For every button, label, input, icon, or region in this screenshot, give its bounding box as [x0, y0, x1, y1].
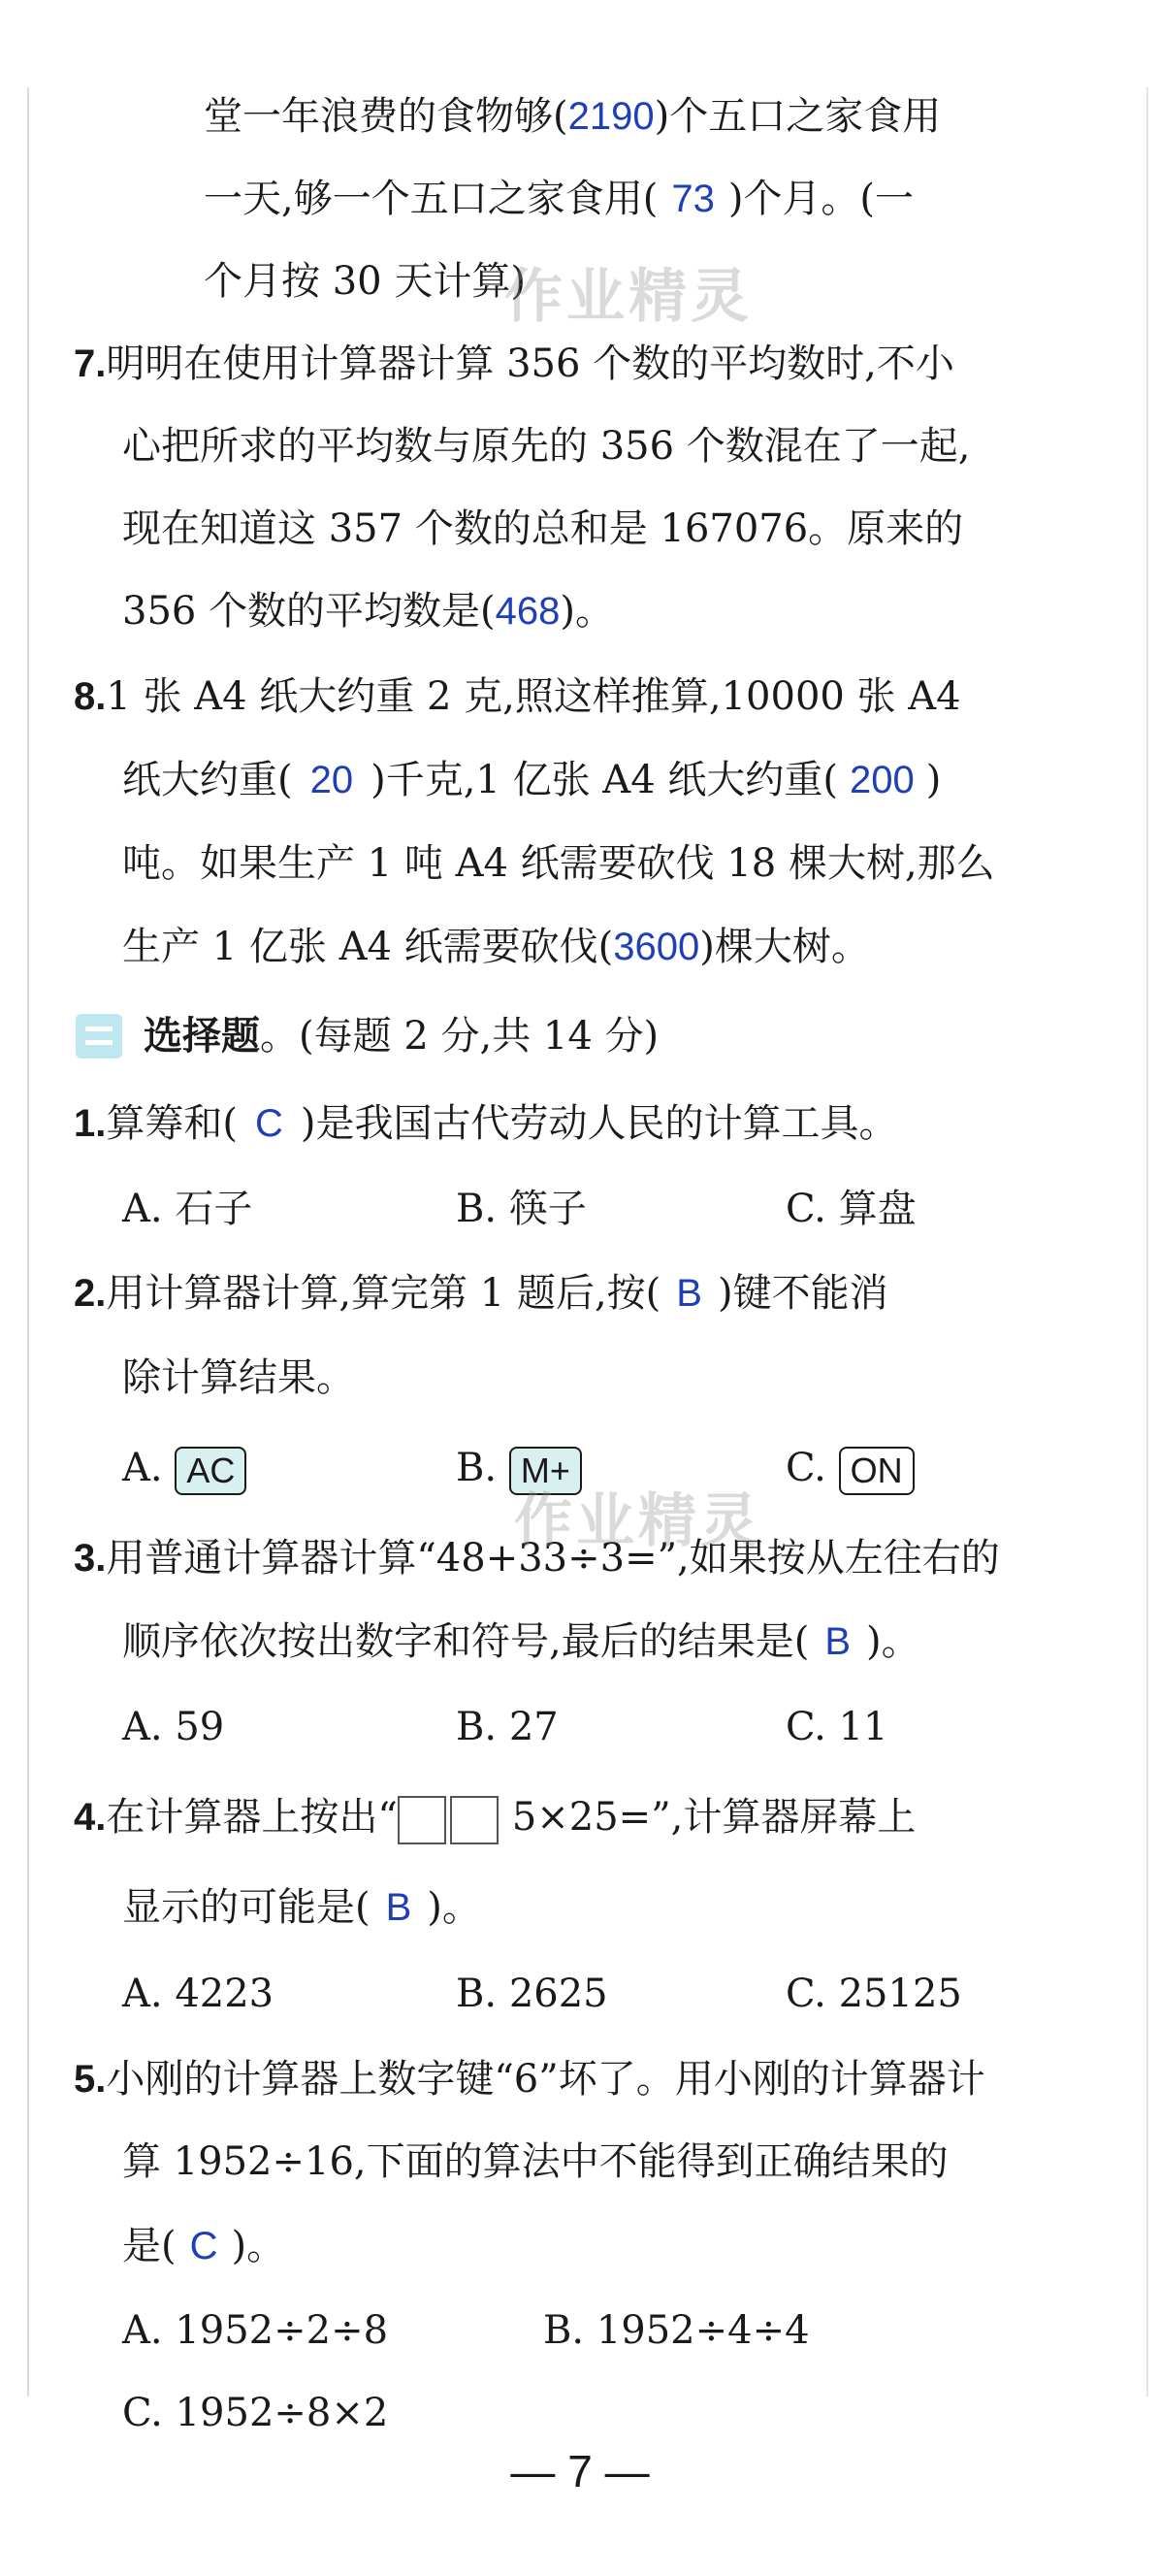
c4-option-c: C. 25125 [786, 1972, 962, 2016]
question-number: 5. [74, 2058, 107, 2101]
question-number: 7. [74, 342, 107, 385]
c3-option-b: B. 27 [456, 1705, 559, 1749]
c4-option-a: A. 4223 [122, 1972, 274, 2016]
q6-line-3 [204, 254, 526, 309]
c3-line-2 [122, 1614, 920, 1669]
blank-key-box [450, 1796, 499, 1844]
c2-line-1 [74, 1266, 888, 1321]
c2-option-a [122, 1441, 246, 1495]
c2-text: 用计算器计算,算完第 1 题后,按( [106, 1271, 661, 1316]
c4-text: 5×25=”,计算器屏幕上 [511, 1795, 917, 1840]
answer-value: B [385, 1886, 412, 1929]
c5-option-a: A. 1952÷2÷8 [122, 2308, 389, 2353]
section-header [144, 1009, 659, 1063]
c5-line-3 [122, 2219, 285, 2273]
section-title: 选择题 [144, 1014, 260, 1059]
q7-line-1 [74, 337, 954, 391]
q8-text: 吨。如果生产 1 吨 A4 纸需要砍伐 18 棵大树,那么 [122, 841, 995, 886]
q8-line-1 [74, 669, 961, 724]
q7-line-4 [122, 584, 614, 638]
q6-text: )个月。(一 [727, 177, 915, 221]
c1-option-c: C. 算盘 [786, 1187, 917, 1231]
answer-value: C [254, 1102, 283, 1145]
c2-text: )键不能消 [717, 1271, 888, 1316]
question-number: 8. [74, 675, 107, 718]
q6-text: 个月按 30 天计算) [204, 259, 526, 304]
section-note: 。(每题 2 分,共 14 分) [260, 1014, 660, 1059]
c5-line-1 [74, 2052, 985, 2106]
c4-option-b: B. 2625 [456, 1972, 608, 2016]
q8-line-2 [122, 753, 941, 807]
section-two-icon [76, 1014, 122, 1059]
c4-text: )。 [427, 1885, 481, 1930]
q6-line-1 [204, 89, 941, 144]
q7-text: 心把所求的平均数与原先的 356 个数混在了一起, [122, 424, 971, 469]
q7-text: 明明在使用计算器计算 356 个数的平均数时,不小 [106, 342, 954, 386]
c5-line-2: 算 1952÷16,下面的算法中不能得到正确结果的 [122, 2139, 949, 2184]
c4-text: 在计算器上按出“ [106, 1795, 398, 1840]
answer-value: C [189, 2225, 218, 2267]
c3-text: 用普通计算器计算“48+33÷3=”,如果按从左往右的 [106, 1536, 1000, 1581]
c1-option-a: A. 石子 [122, 1187, 253, 1231]
watermark: 作业精灵 [514, 1487, 762, 1555]
answer-value: B [824, 1620, 852, 1663]
q6-line-2 [204, 172, 914, 226]
answer-value: 2190 [567, 95, 655, 138]
q7-line-3 [122, 502, 963, 556]
c5-text: 小刚的计算器上数字键“6”坏了。用小刚的计算器计 [106, 2057, 985, 2102]
q7-line-2 [122, 419, 971, 473]
on-key-icon: ON [839, 1447, 915, 1495]
c3-option-a: A. 59 [122, 1705, 225, 1749]
c1-text: 算筹和( [106, 1101, 238, 1146]
c5-text: 是( [122, 2224, 177, 2268]
question-number: 4. [74, 1796, 107, 1839]
answer-value: B [676, 1272, 702, 1315]
answer-value: 200 [849, 759, 915, 801]
q8-text: )棵大树。 [699, 925, 870, 969]
q8-text: 纸大约重( [122, 758, 293, 802]
page-edge-right [1146, 87, 1148, 2397]
q8-text: ) [925, 758, 942, 802]
c5-option-b: B. 1952÷4÷4 [543, 2308, 810, 2353]
page-edge-left [27, 87, 29, 2397]
q7-text: )。 [560, 589, 615, 634]
c2-line-2: 除计算结果。 [122, 1355, 355, 1400]
q8-text: 1 张 A4 纸大约重 2 克,照这样推算,10000 张 A4 [106, 674, 961, 719]
question-number: 2. [74, 1272, 107, 1315]
option-label: A. [122, 1446, 163, 1490]
c1-option-b: B. 筷子 [456, 1187, 587, 1231]
c1-line-1 [74, 1096, 897, 1151]
q8-text: )千克,1 亿张 A4 纸大约重( [371, 758, 838, 802]
c5-option-c: C. 1952÷8×2 [122, 2391, 389, 2435]
q8-line-4 [122, 920, 870, 974]
answer-value: 73 [671, 178, 715, 220]
c3-text: 顺序依次按出数字和符号,最后的结果是( [122, 1619, 810, 1664]
answer-value: 468 [495, 590, 561, 633]
question-number: 1. [74, 1102, 107, 1145]
q7-text: 现在知道这 357 个数的总和是 167076。原来的 [122, 506, 964, 551]
c1-text: )是我国古代劳动人民的计算工具。 [300, 1101, 898, 1146]
q6-text: )个五口之家食用 [654, 94, 942, 139]
option-label: B. [456, 1446, 498, 1490]
question-number: 3. [74, 1537, 107, 1580]
c4-line-2 [122, 1880, 481, 1935]
q7-text: 356 个数的平均数是( [122, 589, 496, 634]
c5-text: )。 [231, 2224, 286, 2268]
q8-line-3 [122, 836, 995, 891]
option-label: C. [786, 1446, 826, 1490]
c2-option-c [786, 1441, 915, 1495]
blank-key-box [398, 1796, 446, 1844]
watermark: 作业精灵 [504, 263, 753, 331]
q8-text: 生产 1 亿张 A4 纸需要砍伐( [122, 925, 614, 969]
answer-value: 3600 [613, 926, 700, 968]
q6-text: 一天,够一个五口之家食用( [204, 177, 659, 221]
q6-text: 堂一年浪费的食物够( [204, 94, 568, 139]
page-number: — 7 — [510, 2446, 650, 2496]
ac-key-icon: AC [175, 1447, 246, 1495]
c4-text: 显示的可能是( [122, 1885, 371, 1930]
m-plus-key-icon: M+ [509, 1447, 582, 1495]
c3-text: )。 [866, 1619, 920, 1664]
c3-option-c: C. 11 [786, 1705, 888, 1749]
c4-line-1 [74, 1790, 916, 1844]
answer-value: 20 [309, 759, 354, 801]
